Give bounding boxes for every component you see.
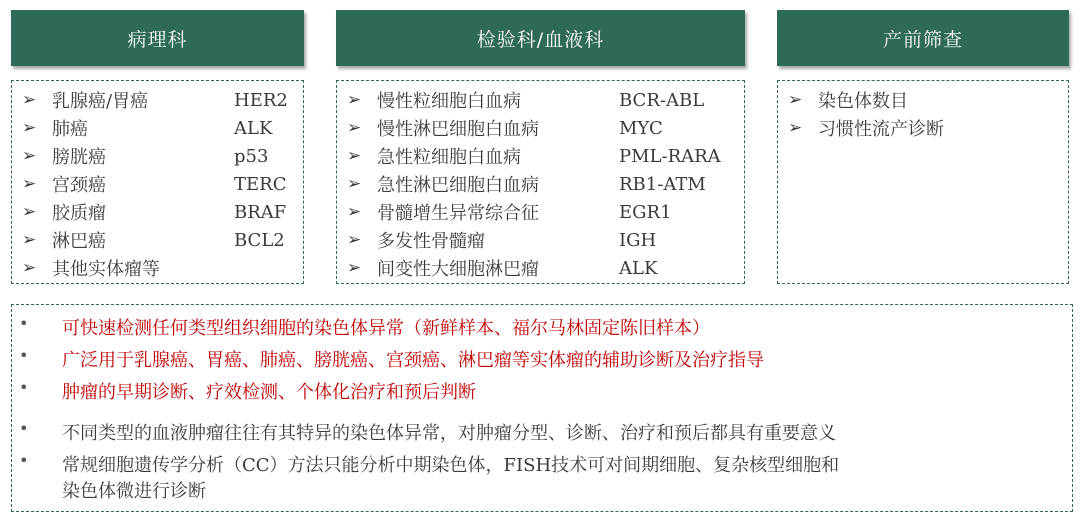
arrow-icon: ➢ [347,90,362,110]
arrow-icon: ➢ [347,146,362,166]
pathology-column [11,10,304,284]
list-item: ➢ 急性粒细胞白血病 PML-RARA [347,145,721,168]
arrow-icon: ➢ [22,174,37,194]
list-item: ➢ 肺癌 ALK [22,117,273,140]
list-item: ➢ 慢性淋巴细胞白血病 MYC [347,117,663,140]
list-item: ➢ 习惯性流产诊断 [788,118,944,140]
lab-hematology-column [336,10,745,284]
arrow-icon: ➢ [347,174,362,194]
list-item: ➢ 其他实体瘤等 [22,258,160,280]
arrow-icon: ➢ [347,258,362,278]
lab-hematology-list [336,80,745,284]
prenatal-list [777,80,1069,284]
bullet-icon: • [19,419,29,438]
list-item: ➢ 慢性粒细胞白血病 BCR-ABL [347,89,705,112]
list-item: ➢ 多发性骨髓瘤 IGH [347,229,657,252]
list-item: ➢ 乳腺癌/胃癌 HER2 [22,89,288,112]
prenatal-header: 产前筛查 [777,10,1069,66]
arrow-icon: ➢ [22,118,37,138]
arrow-icon: ➢ [347,230,362,250]
bullet-icon: • [19,314,29,333]
arrow-icon: ➢ [22,202,37,222]
list-item: ➢ 膀胱癌 p53 [22,145,269,168]
arrow-icon: ➢ [22,90,37,110]
list-item: ➢ 间变性大细胞淋巴瘤 ALK [347,257,658,280]
bullet-icon: • [19,451,29,470]
list-item: ➢ 骨髓增生异常综合征 EGR1 [347,201,672,224]
arrow-icon: ➢ [22,146,37,166]
list-item: ➢ 宫颈癌 TERC [22,173,287,196]
list-item: ➢ 胶质瘤 BRAF [22,201,287,224]
pathology-header: 病理科 [11,10,304,66]
list-item: ➢ 染色体数目 [788,90,908,112]
list-item: ➢ 淋巴癌 BCL2 [22,229,285,252]
bullet-icon: • [19,378,29,397]
pathology-list [11,80,304,284]
prenatal-column [777,10,1069,284]
arrow-icon: ➢ [22,230,37,250]
list-item: ➢ 急性淋巴细胞白血病 RB1-ATM [347,173,706,196]
bullet-icon: • [19,346,29,365]
applications-box: • 可快速检测任何类型组织细胞的染色体异常（新鲜样本、福尔马林固定陈旧样本） • 广泛用于乳腺癌、胃癌、肺癌、膀胱癌、宫颈癌、淋巴瘤等实体瘤的辅助诊断及治疗指导 • 肿瘤的早期诊断、疗效检测、个体化治疗和预后判断 • 不同类型的血液肿瘤往往有其特异的染色体异常，对肿瘤分型、诊断、治疗和预后都具有重要意义 • 常规细胞遗传学分析（CC）方法只能分析中期染色体，FISH技术可对间期细胞、复杂核型细胞和 染色体微进行诊断 [11,304,1073,512]
arrow-icon: ➢ [788,118,803,138]
arrow-icon: ➢ [347,118,362,138]
arrow-icon: ➢ [347,202,362,222]
arrow-icon: ➢ [788,90,803,110]
arrow-icon: ➢ [22,258,37,278]
lab-hematology-header: 检验科/血液科 [336,10,745,66]
